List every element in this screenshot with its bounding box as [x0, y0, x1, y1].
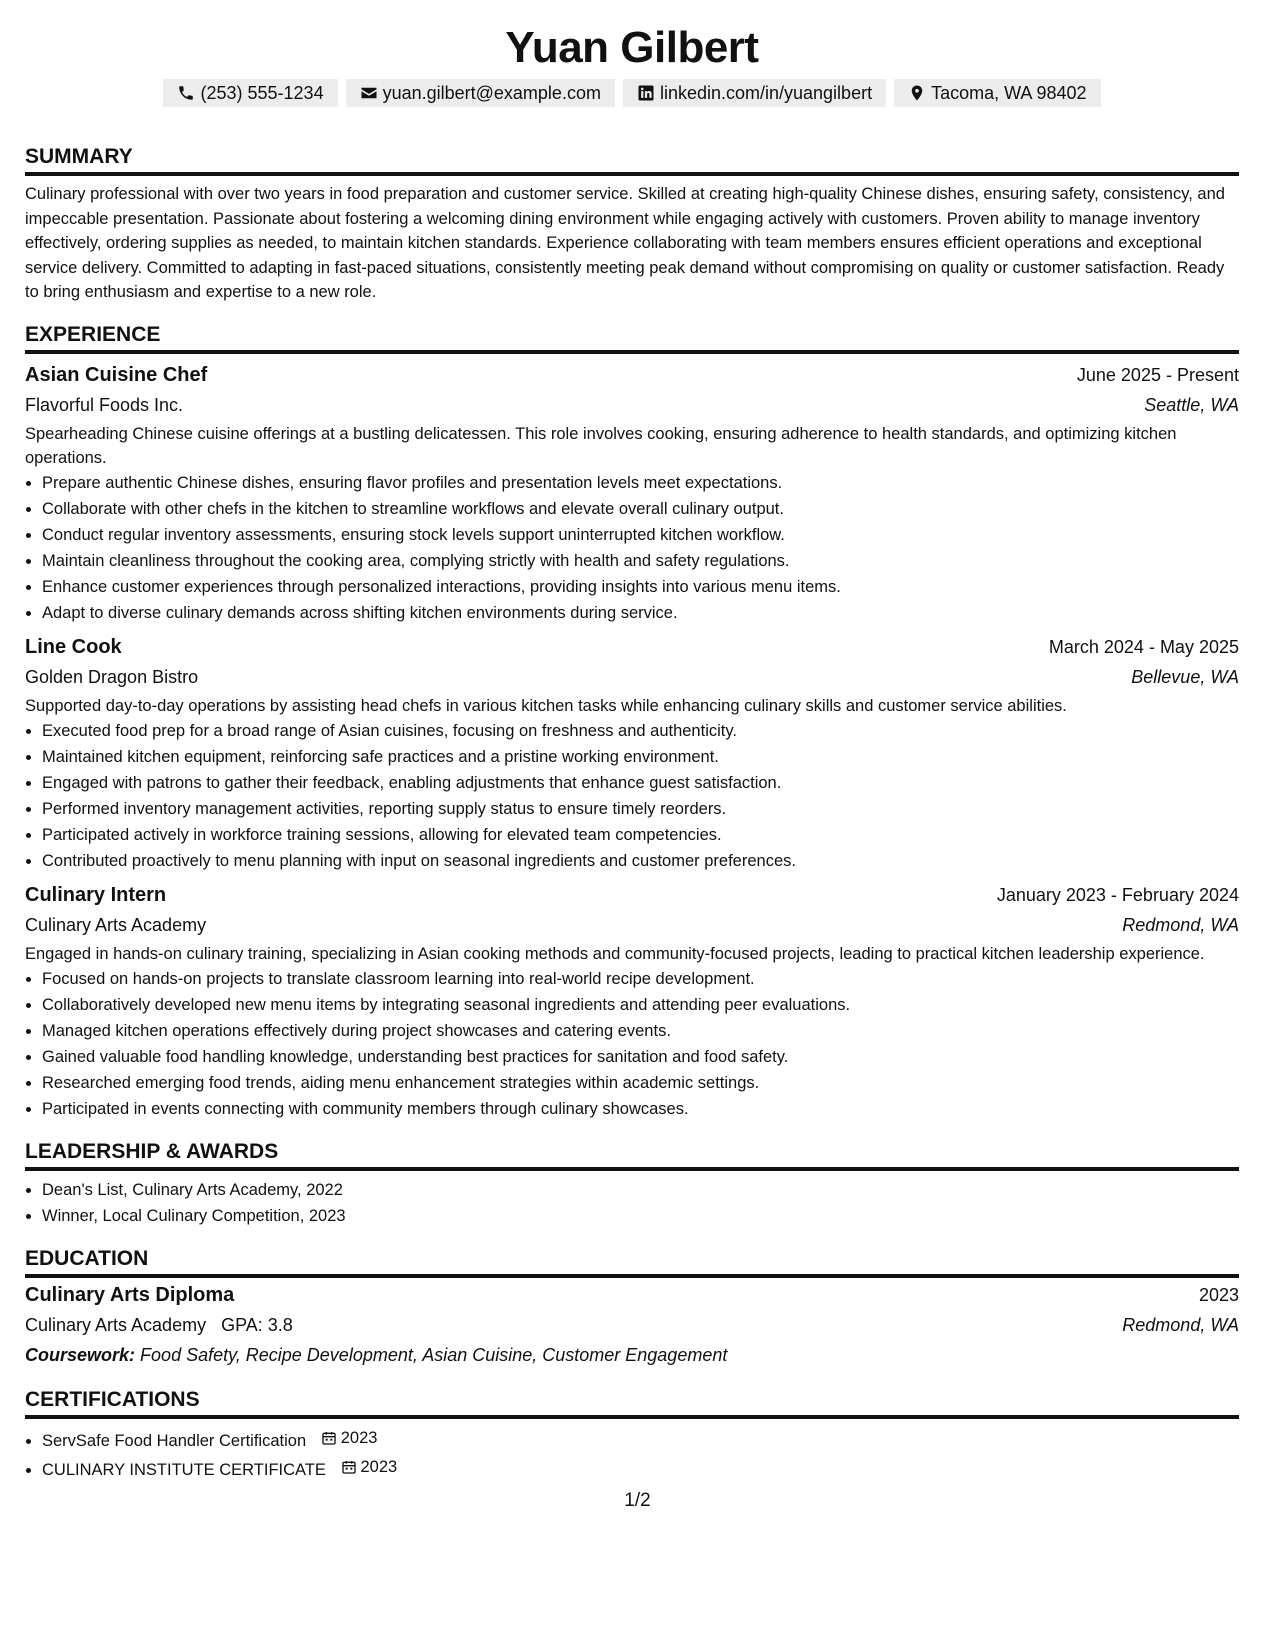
envelope-icon	[360, 84, 378, 102]
job-bullets	[25, 470, 1239, 626]
certifications-section	[25, 1387, 1239, 1483]
contact-bar	[25, 79, 1239, 107]
education-heading: EDUCATION	[25, 1246, 1239, 1278]
awards-heading: LEADERSHIP & AWARDS	[25, 1139, 1239, 1171]
job-company: Culinary Arts Academy	[25, 914, 207, 935]
job-dates: March 2024 - May 2025	[1048, 636, 1239, 657]
job-bullets	[25, 966, 1239, 1122]
degree-year: 2023	[1198, 1284, 1239, 1305]
job-title: Asian Cuisine Chef	[25, 363, 208, 386]
list-item: • Adapt to diverse culinary demands across shifting kitchen environments during service.	[42, 600, 1239, 626]
job-dates: January 2023 - February 2024	[996, 884, 1239, 905]
school-location: Redmond, WA	[1122, 1314, 1239, 1335]
list-item: • Participated actively in workforce training sessions, allowing for elevated team competencies.	[42, 822, 1239, 848]
summary-text: Culinary professional with over two years in food preparation and customer service. Skilled at creating high-quality Chinese dishes, ensuring safety, consistency, and impeccable presentation. Passionate about fostering a welcoming dining environment while engaging actively with customers. Proven ability to manage inventory effectively, ordering supplies as needed, to maintain kitchen standards. Experience collaborating with team members ensures efficient operations and exceptional service delivery. Committed to adapting in fast-paced situations, consistently meeting peak demand without compromising on quality or customer satisfaction. Ready to bring enthusiasm and expertise to a new role.	[25, 185, 1225, 301]
job-location: Bellevue, WA	[1131, 666, 1239, 687]
list-item: • Winner, Local Culinary Competition, 2023	[42, 1203, 1239, 1229]
calendar-icon	[321, 1430, 337, 1446]
education-section	[25, 1246, 1239, 1370]
list-item: • Enhance customer experiences through personalized interactions, providing insights into various menu items.	[42, 574, 1239, 600]
list-item: • Engaged with patrons to gather their feedback, enabling adjustments that enhance guest satisfaction.	[42, 770, 1239, 796]
contact-email[interactable]	[346, 79, 615, 107]
list-item	[42, 1454, 1239, 1483]
linkedin-icon	[637, 84, 655, 102]
coursework-label: Coursework:	[25, 1344, 136, 1365]
map-pin-icon	[908, 84, 926, 102]
candidate-name: Yuan Gilbert	[505, 23, 759, 72]
job-description: Spearheading Chinese cuisine offerings at a bustling delicatessen. This role involves cooking, ensuring adherence to health standards, and optimizing kitchen operations.	[25, 424, 1177, 467]
job-location: Redmond, WA	[1122, 914, 1239, 935]
job-bullets	[25, 718, 1239, 874]
list-item: • Performed inventory management activities, reporting supply status to ensure timely reorders.	[42, 796, 1239, 822]
job-location: Seattle, WA	[1144, 394, 1239, 415]
job-title: Line Cook	[25, 635, 122, 658]
job-dates: June 2025 - Present	[1076, 364, 1239, 385]
list-item: • Researched emerging food trends, aiding menu enhancement strategies within academic settings.	[42, 1070, 1239, 1096]
list-item: • Participated in events connecting with community members through culinary showcases.	[42, 1096, 1239, 1122]
list-item: • Collaborate with other chefs in the kitchen to streamline workflows and elevate overall culinary output.	[42, 496, 1239, 522]
summary-heading: SUMMARY	[25, 144, 1239, 176]
coursework-line	[25, 1340, 1239, 1370]
job-entry	[25, 880, 1239, 1122]
experience-heading: EXPERIENCE	[25, 322, 1239, 354]
contact-linkedin-text: linkedin.com/in/yuangilbert	[659, 82, 873, 103]
list-item: • Prepare authentic Chinese dishes, ensuring flavor profiles and presentation levels meet expectations.	[42, 470, 1239, 496]
certifications-heading: CERTIFICATIONS	[25, 1387, 1239, 1419]
list-item: • Focused on hands-on projects to translate classroom learning into real-world recipe development.	[42, 966, 1239, 992]
list-item: • Executed food prep for a broad range of Asian cuisines, focusing on freshness and authenticity.	[42, 718, 1239, 744]
list-item: • Conduct regular inventory assessments, ensuring stock levels support uninterrupted kitchen workflow.	[42, 522, 1239, 548]
list-item: • Gained valuable food handling knowledge, understanding best practices for sanitation and food safety.	[42, 1044, 1239, 1070]
job-entry	[25, 360, 1239, 626]
cert-name: ServSafe Food Handler Certification	[42, 1431, 307, 1450]
awards-list	[25, 1177, 1239, 1229]
job-entry	[25, 632, 1239, 874]
contact-location-text: Tacoma, WA 98402	[931, 82, 1087, 103]
list-item: • Managed kitchen operations effectively during project showcases and catering events.	[42, 1018, 1239, 1044]
contact-email-text: yuan.gilbert@example.com	[382, 82, 601, 103]
cert-name: CULINARY INSTITUTE CERTIFICATE	[42, 1460, 326, 1479]
job-description: Engaged in hands-on culinary training, specializing in Asian cooking methods and community-focused projects, leading to practical kitchen leadership experience.	[25, 944, 1205, 963]
job-company: Flavorful Foods Inc.	[25, 394, 184, 415]
summary-section	[25, 144, 1239, 305]
list-item: • Maintain cleanliness throughout the cooking area, complying strictly with health and safety regulations.	[42, 548, 1239, 574]
job-title: Culinary Intern	[25, 883, 167, 906]
phone-icon	[177, 84, 195, 102]
cert-year: 2023	[360, 1457, 398, 1476]
list-item: • Dean's List, Culinary Arts Academy, 2022	[42, 1177, 1239, 1203]
coursework-list: Food Safety, Recipe Development, Asian Cuisine, Customer Engagement	[140, 1344, 728, 1365]
contact-phone[interactable]	[163, 79, 337, 107]
contact-location	[894, 79, 1100, 107]
list-item: • Collaboratively developed new menu items by integrating seasonal ingredients and attending peer evaluations.	[42, 992, 1239, 1018]
list-item: • Maintained kitchen equipment, reinforcing safe practices and a pristine working environment.	[42, 744, 1239, 770]
contact-phone-text: (253) 555-1234	[200, 82, 324, 103]
page-number: 1/2	[624, 1490, 651, 1511]
degree-title: Culinary Arts Diploma	[25, 1283, 235, 1306]
awards-section	[25, 1139, 1239, 1229]
cert-year: 2023	[340, 1428, 378, 1447]
certifications-list	[25, 1425, 1239, 1483]
list-item: • Contributed proactively to menu planning with input on seasonal ingredients and customer preferences.	[42, 848, 1239, 874]
experience-section	[25, 322, 1239, 1122]
contact-linkedin[interactable]	[623, 79, 886, 107]
list-item	[42, 1425, 1239, 1454]
job-description: Supported day-to-day operations by assisting head chefs in various kitchen tasks while enhancing culinary skills and customer service abilities.	[25, 696, 1067, 715]
job-company: Golden Dragon Bistro	[25, 666, 199, 687]
school-name: Culinary Arts Academy	[25, 1314, 207, 1335]
calendar-icon	[341, 1459, 357, 1475]
gpa-value: GPA: 3.8	[221, 1314, 293, 1335]
